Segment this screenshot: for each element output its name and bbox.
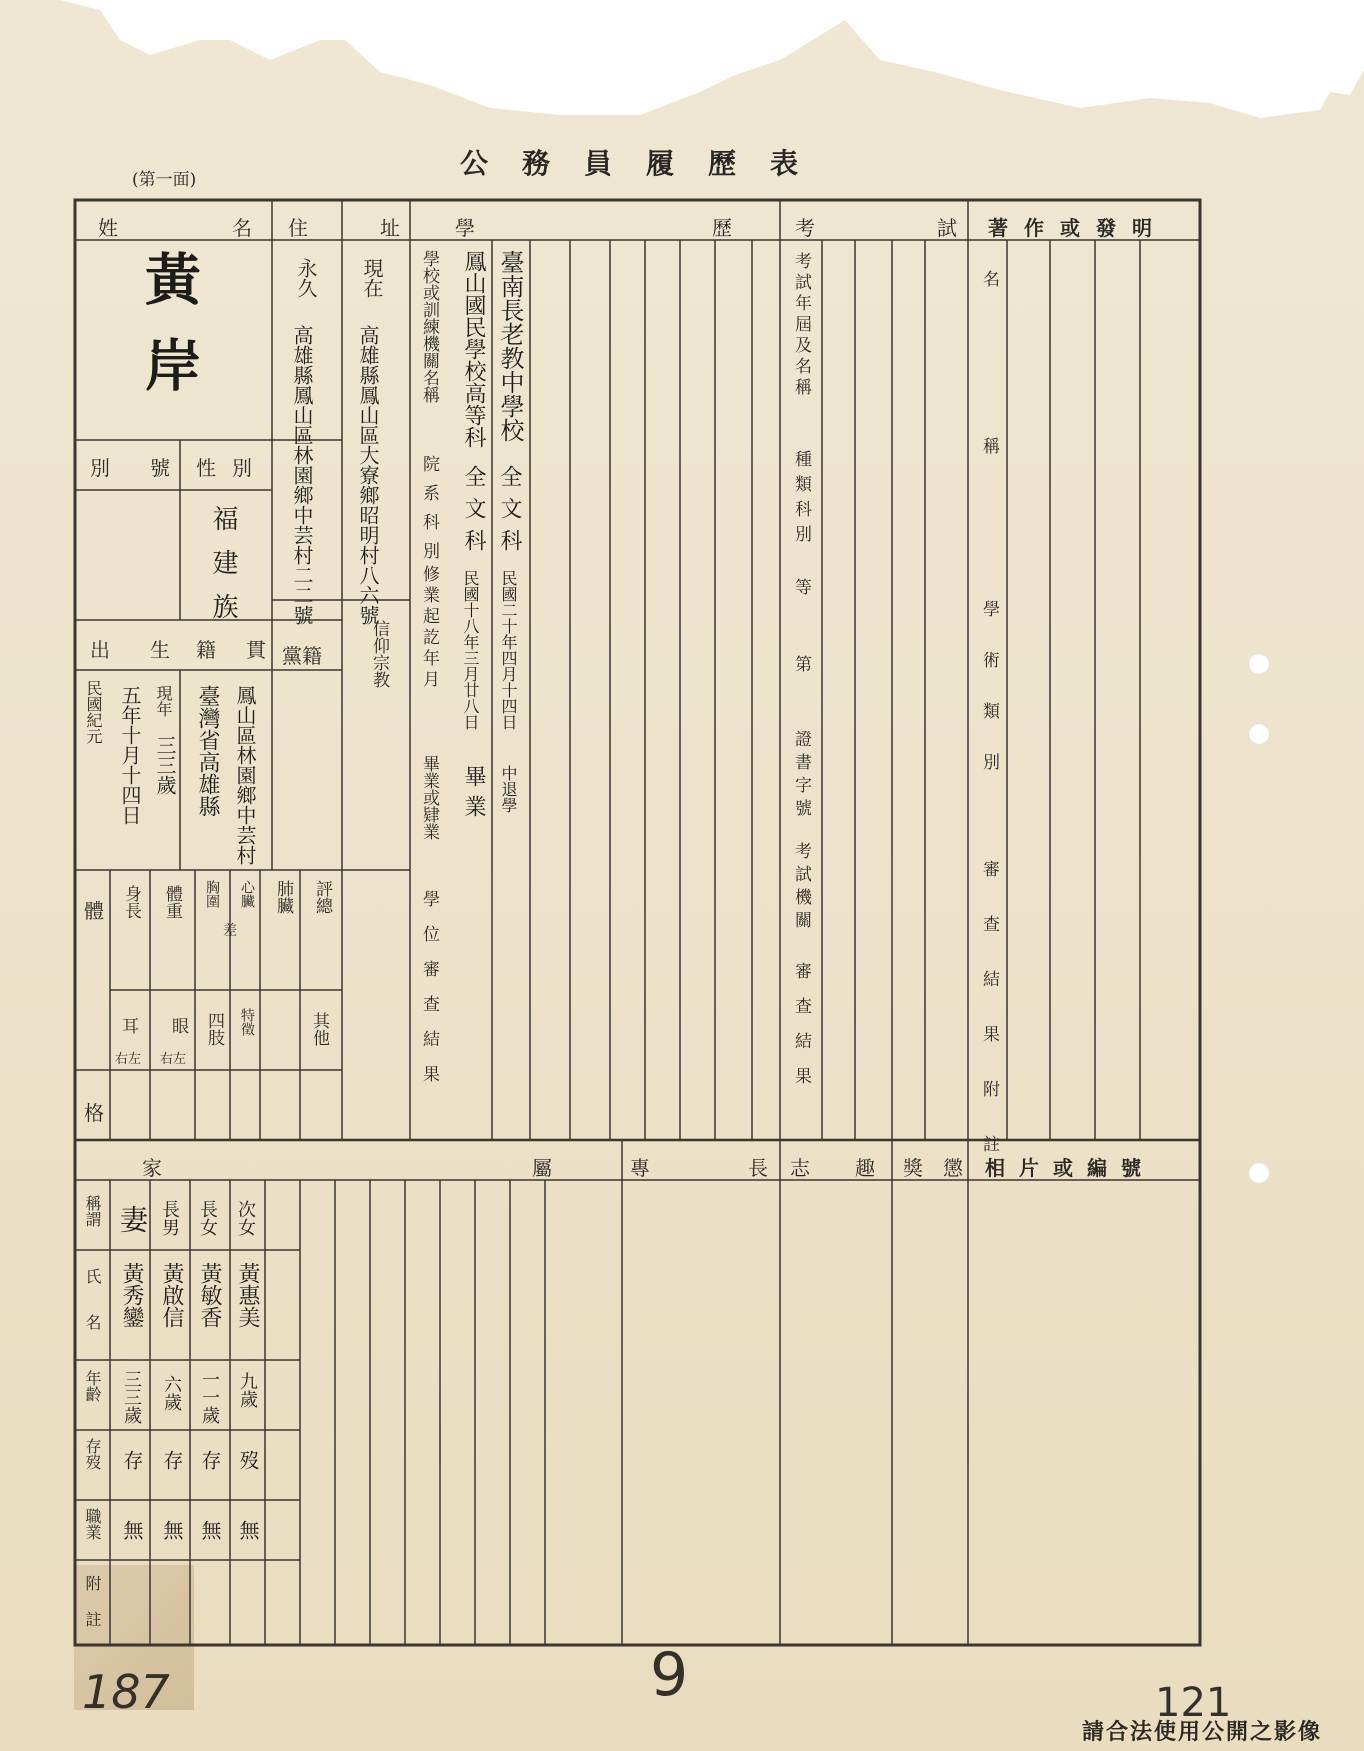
family-relation-label: 稱謂 xyxy=(83,1195,102,1227)
member-alive: 存 xyxy=(198,1450,222,1470)
annotation-left: 187 xyxy=(82,1665,170,1719)
works-name-label: 名稱 xyxy=(979,270,999,604)
other-label: 其他 xyxy=(309,1012,329,1046)
skills-header-right: 長 xyxy=(748,1156,768,1180)
family-alive-label: 存歿 xyxy=(83,1438,102,1470)
party-label: 黨籍 xyxy=(282,644,322,668)
alias-header-right: 號 xyxy=(150,456,170,480)
exam-review-label: 審查結果 xyxy=(791,962,811,1102)
school-value-2: 鳳山國民學校高等科 xyxy=(461,250,486,448)
name-header-right: 名 xyxy=(232,216,252,240)
status-value-1: 中退學 xyxy=(499,765,518,813)
heart-label: 心臟 xyxy=(239,880,255,908)
member-alive: 存 xyxy=(120,1450,144,1470)
chest-label: 胸圍 xyxy=(204,880,220,908)
member-job: 無 xyxy=(120,1520,144,1540)
birth-age-label: 現年 xyxy=(154,685,173,717)
member-name: 黃敏香 xyxy=(197,1262,222,1328)
family-header-right: 屬 xyxy=(532,1156,552,1180)
lung-label: 肺臟 xyxy=(273,880,293,914)
birth-date-value: 五年十月十四日 xyxy=(118,685,142,825)
member-relation: 長男 xyxy=(159,1200,180,1236)
birth-header-left: 出 xyxy=(90,638,110,662)
birth-era-label: 民國紀元 xyxy=(84,680,103,744)
member-relation: 妻 xyxy=(116,1205,149,1233)
page-title: 公務員履歷表 xyxy=(460,147,833,180)
annotation-center: 9 xyxy=(650,1640,689,1710)
birth-age-value: 三三歲 xyxy=(153,735,177,795)
address-header-left: 住 xyxy=(288,216,308,240)
features-label: 特徵 xyxy=(239,1008,255,1036)
member-age: 三三歲 xyxy=(121,1370,142,1424)
ear-right-left: 右左 xyxy=(115,1052,142,1067)
permanent-address-label: 永久 xyxy=(294,258,318,298)
works-category-label: 學術類別 xyxy=(979,600,999,804)
native-village-value: 鳳山區林園鄉中芸村 xyxy=(233,685,257,865)
interests-header-right: 趣 xyxy=(855,1156,875,1180)
member-relation: 長女 xyxy=(197,1200,218,1236)
ethnicity-value: 福建族 xyxy=(208,505,238,637)
dept-label: 院系科別 xyxy=(419,455,439,571)
overall-label: 評總 xyxy=(312,880,332,914)
period-label: 修業起訖年月 xyxy=(419,565,439,691)
ear-label: 耳 xyxy=(122,1017,139,1037)
member-relation: 次女 xyxy=(235,1200,256,1236)
eye-label: 眼 xyxy=(172,1017,189,1037)
chest-diff-label: 差 xyxy=(223,923,237,939)
physique-header-top: 體 xyxy=(84,899,104,923)
member-name: 黃惠美 xyxy=(235,1262,260,1328)
exam-year-label: 考試年屆及名稱 xyxy=(791,252,811,399)
family-header-left: 家 xyxy=(142,1156,162,1180)
name-header-left: 姓 xyxy=(98,216,118,240)
status-value-2: 畢業 xyxy=(461,765,486,825)
period-value-1: 民國二十年四月十四日 xyxy=(499,570,518,730)
dept-value-2: 全文科 xyxy=(461,465,486,561)
permanent-address-value: 高雄縣鳳山區林園鄉中芸村二二號 xyxy=(290,325,314,625)
dept-value-1: 全文科 xyxy=(497,465,522,561)
alias-header-left: 別 xyxy=(90,456,110,480)
birth-header-right: 生 xyxy=(150,638,170,662)
status-label: 畢業或肄業 xyxy=(419,755,439,840)
usage-footer: 請合法使用公開之影像 xyxy=(1082,1720,1323,1745)
page-label: (第一面) xyxy=(132,170,197,190)
member-age: 九歲 xyxy=(237,1372,258,1408)
member-name: 黃啟信 xyxy=(159,1262,184,1328)
current-address-label: 現在 xyxy=(360,258,384,298)
weight-label: 體重 xyxy=(162,885,182,919)
exam-header-right: 試 xyxy=(937,216,957,240)
education-header-left: 學 xyxy=(455,216,475,240)
exam-header-left: 考 xyxy=(795,216,815,240)
member-age: 六歲 xyxy=(161,1375,182,1411)
native-header: 籍貫 xyxy=(196,638,296,662)
exam-cert-label: 證書字號 xyxy=(791,730,811,822)
member-job: 無 xyxy=(236,1520,260,1540)
interests-header-left: 志 xyxy=(790,1156,810,1180)
religion-label: 信仰宗教 xyxy=(369,620,389,688)
exam-rank-label: 等第 xyxy=(791,578,811,732)
photo-header: 相片或編號 xyxy=(985,1156,1155,1180)
address-header-right: 址 xyxy=(380,216,400,240)
person-name: 黃岸 xyxy=(136,250,201,422)
skills-header-left: 專 xyxy=(630,1156,650,1180)
physique-header-bottom: 格 xyxy=(84,1101,104,1125)
family-note-label: 附註 xyxy=(83,1575,102,1647)
limbs-label: 四肢 xyxy=(204,1012,224,1046)
member-name: 黃秀鑾 xyxy=(119,1262,144,1328)
school-value-1: 臺南長老教中學校 xyxy=(496,250,524,442)
works-review-label: 審查結果附註 xyxy=(979,860,999,1190)
education-header-right: 歷 xyxy=(712,216,732,240)
family-job-label: 職業 xyxy=(83,1508,102,1540)
degree-label: 學位審查結果 xyxy=(419,890,439,1100)
period-value-2: 民國十八年三月廿八日 xyxy=(461,570,480,730)
gender-header: 性別 xyxy=(196,456,268,480)
exam-type-label: 種類科別 xyxy=(791,450,811,550)
works-header: 著作或發明 xyxy=(988,216,1168,240)
exam-org-label: 考試機關 xyxy=(791,842,811,934)
family-age-label: 年齡 xyxy=(83,1370,102,1402)
native-province-value: 臺灣省高雄縣 xyxy=(195,685,220,817)
family-name-label: 氏名 xyxy=(83,1268,102,1360)
member-alive: 歿 xyxy=(236,1450,260,1470)
height-label: 身長 xyxy=(121,885,141,919)
eye-right-left: 右左 xyxy=(160,1052,187,1067)
annotation-right: 121 xyxy=(1155,1680,1232,1726)
awards-header: 獎懲 xyxy=(903,1156,983,1180)
school-label: 學校或訓練機關名稱 xyxy=(419,250,439,403)
member-alive: 存 xyxy=(160,1450,184,1470)
member-job: 無 xyxy=(198,1520,222,1540)
member-age: 一一歲 xyxy=(199,1370,220,1424)
current-address-value: 高雄縣鳳山區大寮鄉昭明村八六號 xyxy=(356,325,380,625)
member-job: 無 xyxy=(160,1520,184,1540)
